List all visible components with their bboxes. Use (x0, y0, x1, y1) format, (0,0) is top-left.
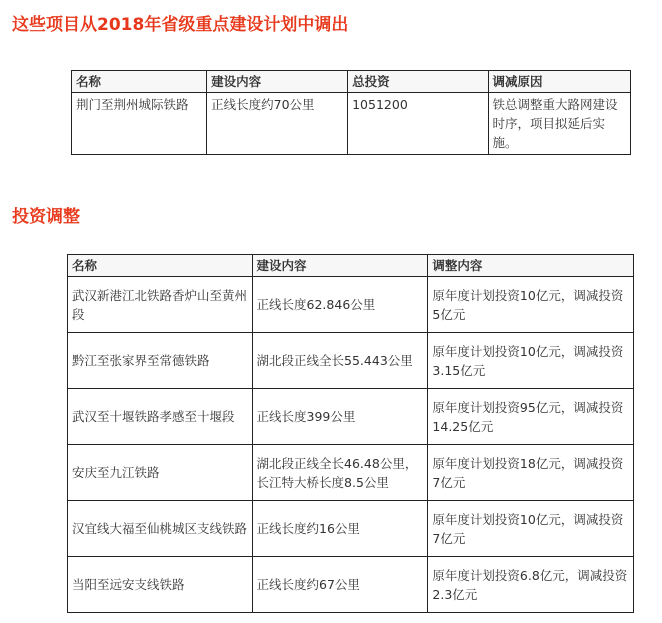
cell-reason: 铁总调整重大路网建设时序，项目拟延后实施。 (488, 93, 630, 155)
cell-name: 汉宜线大福至仙桃城区支线铁路 (68, 501, 253, 557)
section-title-investment-adjustment: 投资调整 (12, 207, 80, 227)
cell-adjustment: 原年度计划投资6.8亿元，调减投资2.3亿元 (428, 557, 634, 613)
cell-name: 武汉至十堰铁路孝感至十堰段 (68, 389, 253, 445)
table-row (68, 445, 634, 501)
cell-investment: 1051200 (348, 93, 488, 155)
table-header-row (68, 255, 634, 277)
removed-projects-table (71, 70, 631, 155)
header-name: 名称 (68, 255, 253, 277)
cell-content: 正线长度约67公里 (252, 557, 428, 613)
table-row (68, 557, 634, 613)
table-row (68, 501, 634, 557)
cell-content: 正线长度399公里 (252, 389, 428, 445)
cell-content: 湖北段正线全长46.48公里，长江特大桥长度8.5公里 (252, 445, 428, 501)
table-row (72, 93, 631, 155)
table-row (68, 389, 634, 445)
header-name: 名称 (72, 71, 207, 93)
cell-name: 当阳至远安支线铁路 (68, 557, 253, 613)
cell-name: 黔江至张家界至常德铁路 (68, 333, 253, 389)
cell-name: 武汉新港江北铁路香炉山至黄州段 (68, 277, 253, 333)
cell-adjustment: 原年度计划投资10亿元，调减投资3.15亿元 (428, 333, 634, 389)
cell-content: 正线长度62.846公里 (252, 277, 428, 333)
table-row (68, 277, 634, 333)
header-content: 建设内容 (207, 71, 348, 93)
header-reduction-reason: 调减原因 (488, 71, 630, 93)
cell-content: 正线长度约16公里 (252, 501, 428, 557)
cell-adjustment: 原年度计划投资18亿元，调减投资7亿元 (428, 445, 634, 501)
header-total-investment: 总投资 (348, 71, 488, 93)
investment-adjustment-table (67, 254, 634, 613)
cell-name: 荆门至荆州城际铁路 (72, 93, 207, 155)
cell-adjustment: 原年度计划投资10亿元，调减投资5亿元 (428, 277, 634, 333)
section-title-removed-projects: 这些项目从2018年省级重点建设计划中调出 (12, 15, 349, 35)
table-row (68, 333, 634, 389)
cell-content: 正线长度约70公里 (207, 93, 348, 155)
cell-adjustment: 原年度计划投资95亿元，调减投资14.25亿元 (428, 389, 634, 445)
header-adjustment: 调整内容 (428, 255, 634, 277)
header-content: 建设内容 (252, 255, 428, 277)
cell-adjustment: 原年度计划投资10亿元，调减投资7亿元 (428, 501, 634, 557)
cell-content: 湖北段正线全长55.443公里 (252, 333, 428, 389)
cell-name: 安庆至九江铁路 (68, 445, 253, 501)
table-header-row (72, 71, 631, 93)
